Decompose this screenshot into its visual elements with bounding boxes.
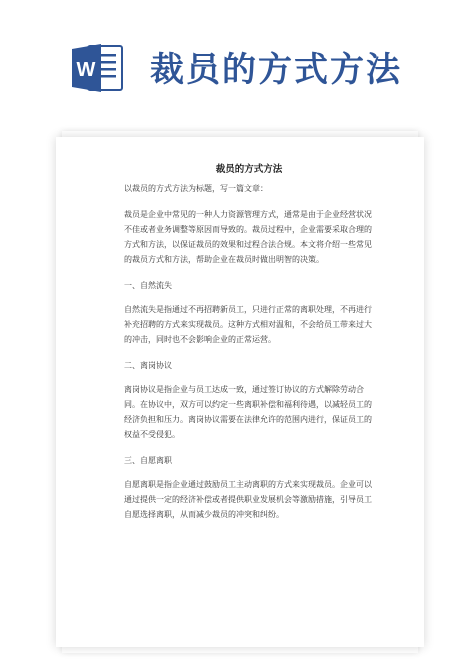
logo-letter: W (76, 59, 96, 81)
paragraph-overview: 裁员是企业中常见的一种人力资源管理方式，通常是由于企业经营状况不佳或者业务调整等原因而导致的。裁员过程中，企业需要采取合理的方式和方法，以保证裁员的效果和过程合法合规。本文将介绍一些常见的裁员方式和方法，帮助企业在裁员时做出明智的决策。 (124, 210, 372, 264)
paragraph-natural-attrition: 自然流失是指通过不再招聘新员工，只进行正常的离职处理，不再进行补充招聘的方式来实现裁员。这种方式相对温和，不会给员工带来过大的冲击，同时也不会影响企业的正常运营。 (124, 305, 372, 344)
banner (0, 0, 474, 130)
intro-line: 以裁员的方式方法为标题，写一篇文章： (124, 184, 268, 193)
banner-title: 裁员的方式方法 (150, 50, 402, 90)
section-heading-2: 二、离岗协议 (124, 361, 172, 370)
paragraph-voluntary-resignation: 自愿离职是指企业通过鼓励员工主动离职的方式来实现裁员。企业可以通过提供一定的经济补偿或者提供职业发展机会等激励措施，引导员工自愿选择离职，从而减少裁员的冲突和纠纷。 (124, 480, 372, 519)
section-heading-3: 三、自愿离职 (124, 456, 172, 465)
section-heading-1: 一、自然流失 (124, 281, 172, 290)
paragraph-separation-agreement: 离岗协议是指企业与员工达成一致，通过签订协议的方式解除劳动合同。在协议中，双方可以约定一些离职补偿和福利待遇，以减轻员工的经济负担和压力。离岗协议需要在法律允许的范围内进行，保证员工的权益不受侵犯。 (124, 385, 372, 439)
document-page (56, 137, 424, 647)
document-content (124, 162, 374, 533)
document-title: 裁员的方式方法 (215, 164, 283, 175)
word-document-icon (70, 40, 124, 96)
